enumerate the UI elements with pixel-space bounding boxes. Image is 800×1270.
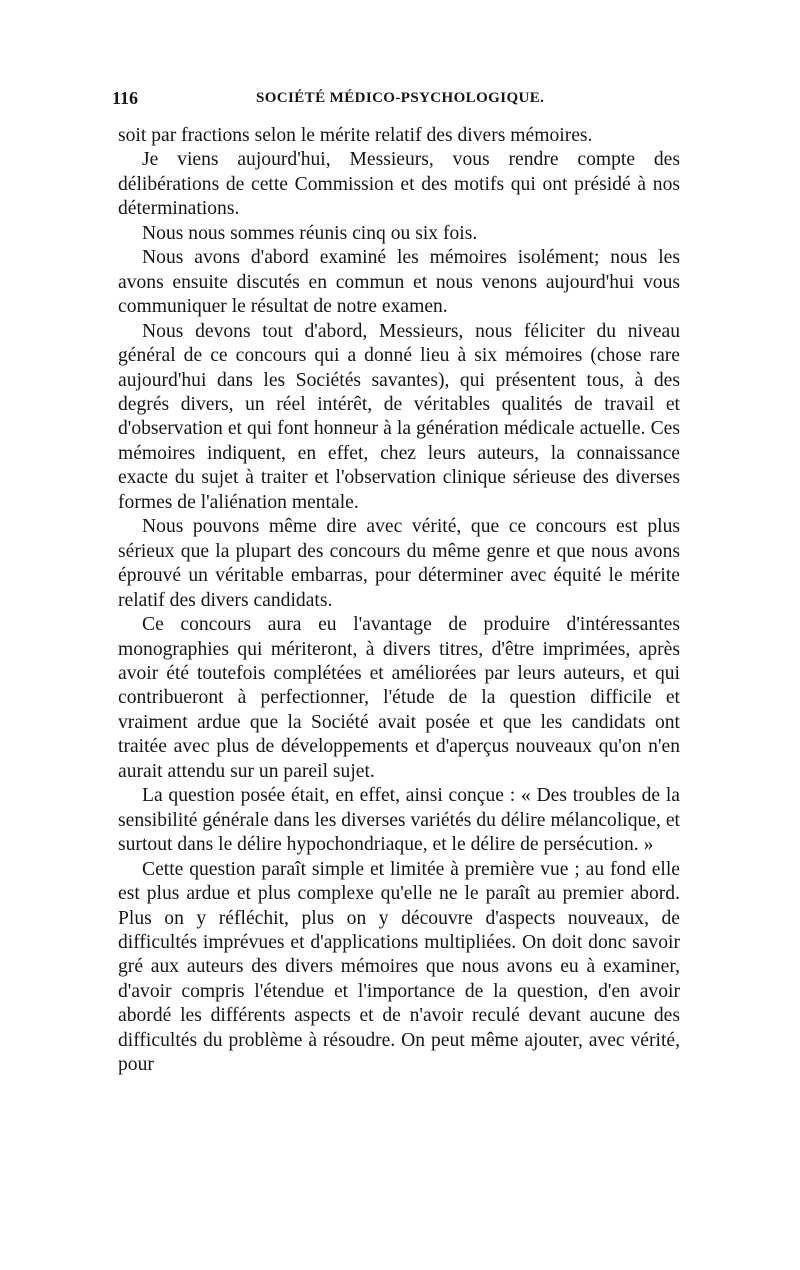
running-header [112, 88, 680, 114]
running-title: SOCIÉTÉ MÉDICO-PSYCHOLOGIQUE. [256, 90, 545, 106]
paragraph-2: Je viens aujourd'hui, Messieurs, vous rendre compte des délibérations de cette Commission et des motifs qui ont présidé à nos déterminations. [118, 149, 680, 220]
paragraph-4: Nous avons d'abord examiné les mémoires isolément; nous les avons ensuite discutés en commun et nous venons aujourd'hui vous communiquer le résultat de notre examen. [118, 247, 680, 318]
paragraph-9: Cette question paraît simple et limitée à première vue ; au fond elle est plus ardue et plus complexe qu'elle ne le paraît au premier abord. Plus on y réfléchit, plus on y découvre d'aspects nouveaux, de difficultés imprévues et d'applications multipliées. On doit donc savoir gré aux auteurs des divers mémoires que nous avons eu à examiner, d'avoir compris l'étendue et l'importance de la question, d'en avoir abordé les différents aspects et de n'avoir reculé devant aucune des difficultés du problème à résoudre. On peut même ajouter, avec vérité, pour [118, 858, 680, 1076]
paragraph-5: Nous devons tout d'abord, Messieurs, nous féliciter du niveau général de ce concours qui a donné lieu à six mémoires (chose rare aujourd'hui dans les Sociétés savantes), qui présentent tous, à des degrés divers, un réel intérêt, de véritables qualités de travail et d'observation et qui font honneur à la génération médicale actuelle. Ces mémoires indiquent, en effet, chez leurs auteurs, la connaissance exacte du sujet à traiter et l'observation clinique sérieuse des diverses formes de l'aliénation mentale. [118, 320, 680, 513]
book-page [112, 88, 680, 1078]
paragraph-7: Ce concours aura eu l'avantage de produire d'intéressantes monographies qui mériteront, à divers titres, d'être imprimées, après avoir été toutefois complétées et améliorées par leurs auteurs, et qui contribueront à perfectionner, l'étude de la question difficile et vraiment ardue que la Société avait posée et que les candidats ont traitée avec plus de développements et d'aperçus nouveaux qu'on n'en aurait attendu sur un pareil sujet. [118, 614, 680, 782]
paragraph-3: Nous nous sommes réunis cinq ou six fois. [142, 222, 478, 244]
paragraph-8-question: La question posée était, en effet, ainsi conçue : « Des troubles de la sensibilité générale dans les diverses variétés du délire mélancolique, et surtout dans le délire hypochondriaque, et le délire de persécution. » [118, 785, 680, 856]
body-text [118, 124, 680, 1078]
paragraph-1: soit par fractions selon le mérite relatif des divers mémoires. [118, 125, 593, 146]
paragraph-6: Nous pouvons même dire avec vérité, que ce concours est plus sérieux que la plupart des concours du même genre et que nous avons éprouvé un véritable embarras, pour déterminer avec équité le mérite relatif des divers candidats. [118, 516, 680, 611]
page-number: 116 [112, 88, 139, 108]
